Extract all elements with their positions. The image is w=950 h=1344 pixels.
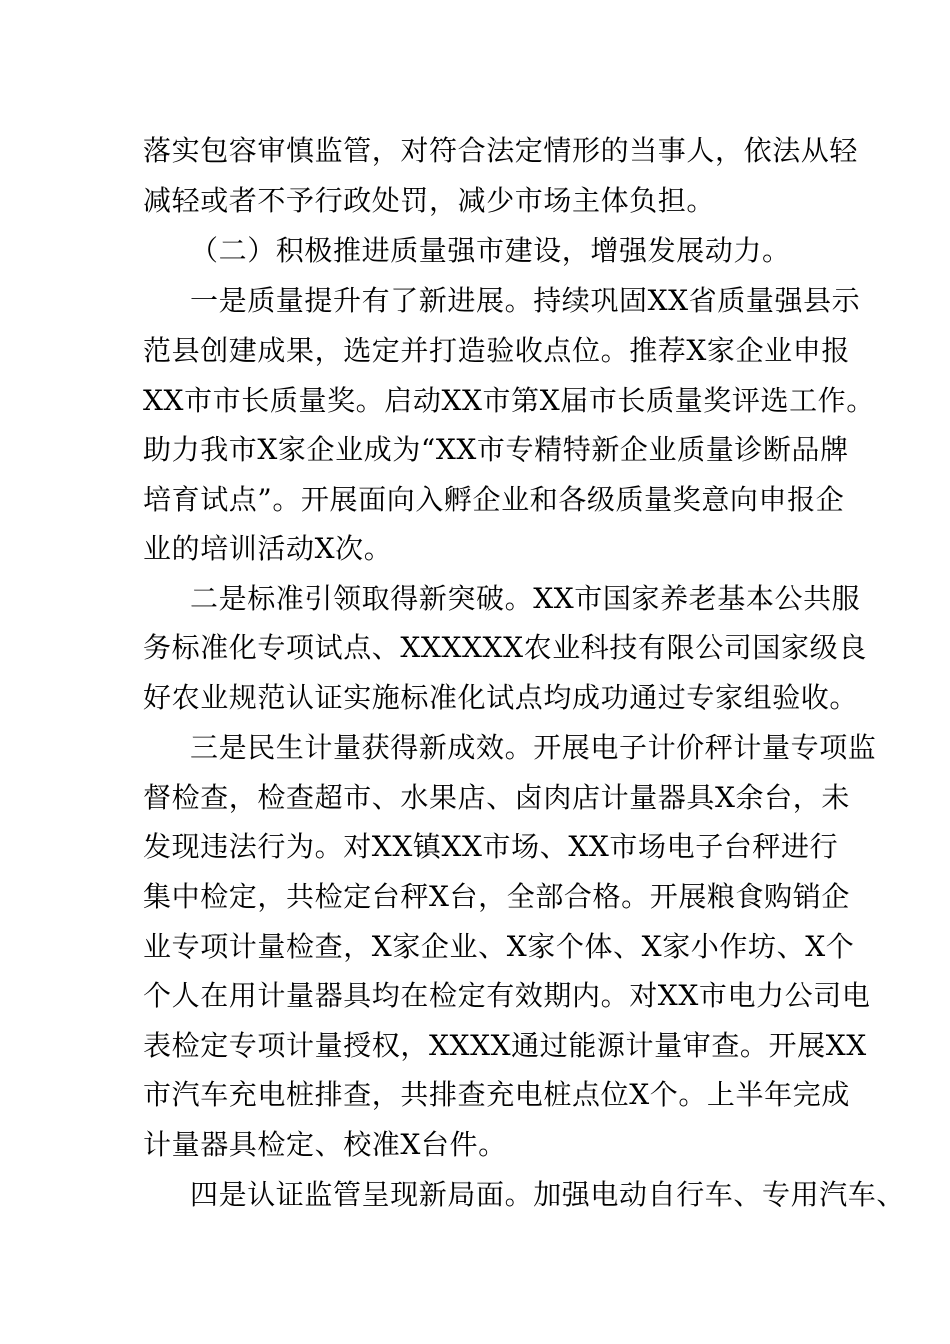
- text-line-1: 落实包容审慎监管，对符合法定情形的当事人，依法从轻: [143, 134, 859, 167]
- text-line-11: 务标准化专项试点、XXXXXX农业科技有限公司国家级良: [143, 631, 867, 664]
- text-line-2: 减轻或者不予行政处罚，减少市场主体负担。: [143, 184, 716, 217]
- text-line-18: 个人在用计量器具均在检定有效期内。对XX市电力公司电: [143, 979, 871, 1012]
- text-line-9: 业的培训活动X次。: [143, 532, 393, 565]
- text-line-7: 助力我市X家企业成为“XX市专精特新企业质量诊断品牌: [143, 433, 849, 466]
- text-line-16: 集中检定，共检定台秤X台，全部合格。开展粮食购销企: [143, 880, 850, 913]
- text-line-20: 市汽车充电桩排查，共排查充电桩点位X个。上半年完成: [143, 1078, 850, 1111]
- text-line-12: 好农业规范认证实施标准化试点均成功通过专家组验收。: [143, 681, 859, 714]
- text-line-21: 计量器具检定、校准X台件。: [143, 1128, 507, 1161]
- text-line-13: 三是民生计量获得新成效。开展电子计价秤计量专项监: [190, 731, 877, 764]
- text-line-22: 四是认证监管呈现新局面。加强电动自行车、专用汽车、: [190, 1178, 906, 1211]
- text-line-19: 表检定专项计量授权，XXXX通过能源计量审查。开展XX: [143, 1029, 867, 1062]
- text-line-5: 范县创建成果，选定并打造验收点位。推荐X家企业申报: [143, 334, 850, 367]
- text-line-4: 一是质量提升有了新进展。持续巩固XX省质量强县示: [190, 284, 861, 317]
- section-heading: （二）积极推进质量强市建设，增强发展动力。: [190, 234, 791, 267]
- text-line-10: 二是标准引领取得新突破。XX市国家养老基本公共服: [190, 582, 861, 615]
- text-line-15: 发现违法行为。对XX镇XX市场、XX市场电子台秤进行: [143, 830, 839, 863]
- text-line-14: 督检查，检查超市、水果店、卤肉店计量器具X余台，未: [143, 781, 850, 814]
- text-line-6: XX市市长质量奖。启动XX市第X届市长质量奖评选工作。: [143, 384, 875, 417]
- text-line-17: 业专项计量检查，X家企业、X家个体、X家小作坊、X个: [143, 930, 855, 963]
- text-line-8: 培育试点”。开展面向入孵企业和各级质量奖意向申报企: [143, 483, 845, 516]
